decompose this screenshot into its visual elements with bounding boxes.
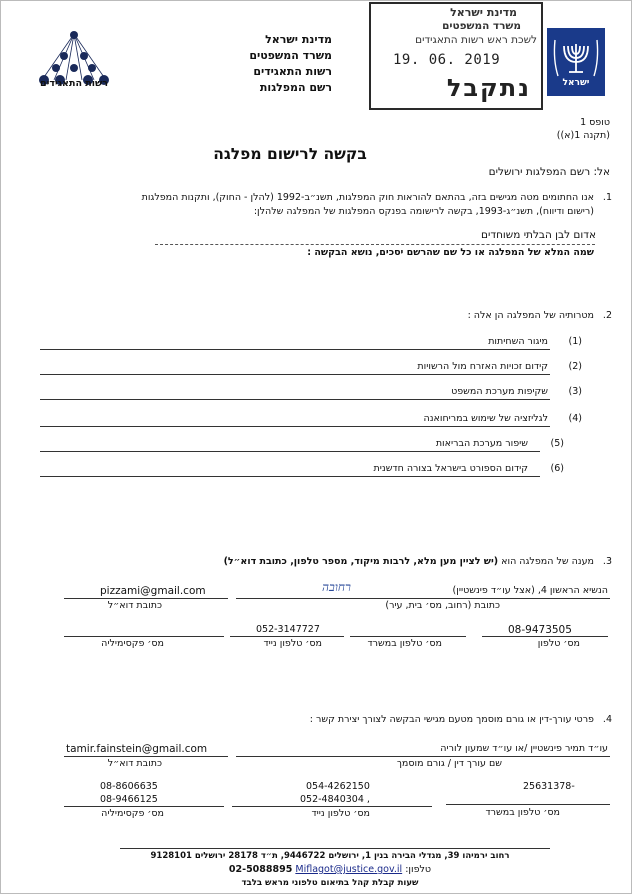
footer-phone-label: טלפון:	[405, 864, 432, 875]
goal-line	[40, 399, 550, 400]
footer-email-link[interactable]: Miflagot@justice.gov.il	[295, 864, 403, 875]
party-email-line	[64, 598, 228, 599]
contact-office-phone-line	[446, 804, 610, 805]
party-mobile-line	[230, 636, 344, 637]
contact-office-phone-label: מס׳ טלפון במשרד	[485, 807, 560, 818]
contact-name-value: עו״ד תמיר פינשטיין /או עו״ד שמעון לוריה	[440, 743, 608, 754]
footer-contact	[200, 864, 460, 875]
goal-item: שקיפות מערכת המשפט	[451, 386, 548, 397]
addressee-line: אל: רשם המפלגות ירושלים	[488, 166, 610, 178]
section4-number: 4.	[602, 714, 612, 725]
goal-number: (4)	[568, 413, 582, 424]
address-line	[236, 598, 610, 599]
goal-number: (6)	[550, 463, 564, 474]
party-name-value: אדום לבן הבלתי משוחדים	[481, 229, 596, 241]
org-header	[220, 32, 332, 96]
section1-text-line1: אנו החתומים מטה מגישים בזה, בהתאם להוראות חוק המפלגות, תשנ״ב-1992 (להלן - החוק), ותקנות המפלגות	[141, 192, 594, 203]
goal-number: (5)	[550, 438, 564, 449]
footer-address: רחוב ירמיהו 39, מגדלי הבירה בנין 1, ירושלים 9446722, ת״ד 28178 ירושלים 9128101	[150, 851, 510, 861]
party-office-phone-label: מס׳ טלפון במשרד	[367, 638, 442, 649]
party-fax-line	[64, 636, 224, 637]
contact-email-label: כתובת דוא״ל	[107, 758, 162, 769]
regulation-ref: (תקנה 1(א))	[556, 130, 610, 141]
party-phone-label: מס׳ טלפון	[537, 638, 580, 649]
goal-item: לגליזציה של שימוש במריחואנה	[423, 413, 548, 424]
contact-name-line	[236, 756, 610, 757]
party-name-line	[155, 244, 595, 245]
logo-caption: רשות התאגידים	[40, 78, 108, 89]
org-line-registrar: רשם המפלגות	[259, 81, 332, 94]
section3-intro-note: (יש לציין מען מלא, לרבות מיקוד, מספר טלפון, כתובת דוא״ל)	[223, 556, 499, 567]
org-line-ministry: משרד המשפטים	[249, 49, 332, 62]
contact-fax-value: 08-8606635	[100, 781, 158, 792]
goal-item: קידום הספורט בישראל בצורה חדשנית	[373, 463, 528, 474]
contact-name-label: שם עורך דין / גורם מוסמך	[396, 758, 502, 769]
party-fax-label: מס׳ פקסימיליה	[101, 638, 164, 649]
goal-line	[40, 426, 550, 427]
section1-text-line2: (רישום ודיווח), תשנ״ג-1993, בקשה לרישומה בפנקס המפלגות של המפלגה שלהלן:	[253, 206, 594, 217]
party-email-value: pizzami@gmail.com	[100, 585, 206, 597]
section4-intro: פרטי עורך-דין או גורם מוסמך מטעם מגישי הבקשה לצורך יצירת קשר :	[309, 714, 594, 725]
stamp-line-state: מדינת ישראל	[450, 6, 517, 19]
section3-intro	[150, 556, 594, 567]
goal-line	[40, 374, 550, 375]
party-mobile-label: מס׳ טלפון נייד	[263, 638, 322, 649]
party-phone-line	[482, 636, 608, 637]
received-stamp	[369, 2, 543, 110]
section1-number: 1.	[602, 192, 612, 203]
goal-item: קידום זכויות האזרח מול הרשויות	[417, 361, 548, 372]
goal-item: שיפור מערכת הבריאות	[435, 438, 528, 449]
contact-office-phone-value: 25631378-	[523, 781, 575, 792]
contact-email-line	[64, 756, 228, 757]
address-label: כתובת (רחוב, מס׳ בית, עיר)	[385, 600, 500, 611]
contact-fax-value: 08-9466125	[100, 794, 158, 805]
signature: רחובה	[322, 580, 351, 594]
org-line-authority: רשות התאגידים	[253, 65, 332, 78]
footer-hours: שעות קבלת קהל בתיאום טלפוני מראש בלבד	[241, 878, 419, 888]
section2-number: 2.	[602, 310, 612, 321]
goal-item: מיגור השחיתות	[488, 336, 548, 347]
party-mobile-value: 052-3147727	[256, 624, 320, 635]
party-phone-value: 08-9473505	[508, 624, 572, 636]
goal-line	[40, 451, 540, 452]
party-name-caption: שמה המלא של המפלגה או כל שם שהרשם יסכים, נושא הבקשה :	[307, 247, 594, 258]
contact-mobile-value: 052-4840304 ,	[300, 794, 370, 805]
page-title: בקשה לרישום מפלגה	[213, 145, 367, 163]
stamp-line-office: לשכת ראש רשות התאגידים	[415, 34, 537, 46]
contact-fax-line	[64, 806, 224, 807]
goal-number: (2)	[568, 361, 582, 372]
contact-mobile-value: 054-4262150	[306, 781, 370, 792]
contact-mobile-line	[232, 806, 432, 807]
goal-line	[40, 349, 550, 350]
section3-number: 3.	[602, 556, 612, 567]
footer-phone: 02-5088895	[228, 864, 293, 875]
state-emblem	[547, 28, 605, 96]
goals-intro: מטרותיה של המפלגה הן אלה :	[467, 310, 594, 321]
form-number: טופס 1	[580, 117, 610, 128]
stamp-line-ministry: משרד המשפטים	[442, 20, 521, 32]
goal-line	[40, 476, 540, 477]
stamp-date: 19. 06. 2019	[393, 52, 501, 68]
contact-mobile-label: מס׳ טלפון נייד	[311, 808, 370, 819]
goal-number: (3)	[568, 386, 582, 397]
address-value: הנשיא הראשון 4, (אצל עו״ד פינשטיין)	[452, 585, 608, 596]
party-email-label: כתובת דוא״ל	[107, 600, 162, 611]
goal-number: (1)	[568, 336, 582, 347]
footer-divider	[120, 848, 550, 849]
party-office-phone-line	[350, 636, 466, 637]
section3-intro-text: מענה של המפלגה הוא	[501, 556, 594, 567]
contact-email-value: tamir.fainstein@gmail.com	[66, 743, 208, 755]
emblem-caption: ישראל	[562, 78, 590, 88]
org-line-state: מדינת ישראל	[265, 33, 332, 46]
stamp-received: נתקבל	[446, 74, 531, 102]
contact-fax-label: מס׳ פקסימיליה	[101, 808, 164, 819]
